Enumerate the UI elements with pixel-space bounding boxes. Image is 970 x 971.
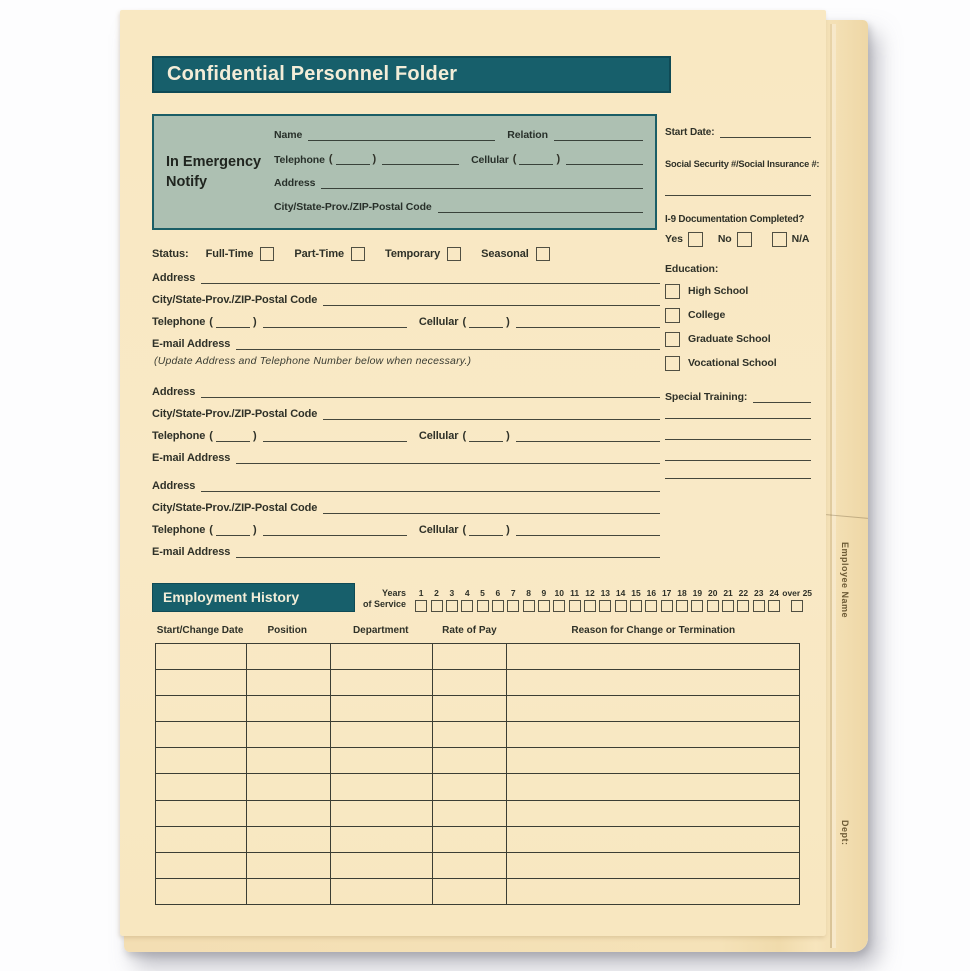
- table-cell[interactable]: [506, 801, 799, 826]
- years-number: 9: [541, 588, 547, 598]
- contact-email-label: E-mail Address: [152, 546, 231, 558]
- i9-yes-label: Yes: [665, 233, 683, 246]
- cellular-area-code-field[interactable]: [469, 440, 503, 442]
- years-number: 7: [510, 588, 516, 598]
- table-cell[interactable]: [330, 696, 433, 721]
- contact-block2-phone-row: [152, 424, 660, 442]
- contact-telephone-label: Telephone: [152, 316, 206, 328]
- years-checkbox[interactable]: [791, 600, 803, 612]
- telephone-field[interactable]: [263, 534, 407, 536]
- special-training-label: Special Training:: [665, 391, 748, 403]
- years-number: 22: [738, 588, 749, 598]
- table-cell[interactable]: [330, 644, 433, 669]
- table-cell[interactable]: [156, 696, 246, 721]
- contact-city-label: City/State-Prov./ZIP-Postal Code: [152, 408, 318, 420]
- emergency-box: [152, 114, 657, 230]
- contact-city-label: City/State-Prov./ZIP-Postal Code: [152, 502, 318, 514]
- years-number: 4: [464, 588, 470, 598]
- table-cell[interactable]: [330, 774, 433, 799]
- emergency-city-row: [274, 202, 643, 213]
- table-row: [156, 878, 799, 904]
- city-field[interactable]: [323, 512, 660, 514]
- emergency-name-field[interactable]: [308, 139, 495, 141]
- years-checkbox[interactable]: [661, 600, 673, 612]
- years-checkbox[interactable]: [645, 600, 657, 612]
- education-checkbox[interactable]: [665, 308, 680, 323]
- contact-block3-email-row: [152, 540, 660, 558]
- years-item: [506, 588, 520, 612]
- paren-close: ): [506, 430, 510, 442]
- years-number: 5: [480, 588, 485, 598]
- table-header: Department: [352, 625, 409, 636]
- telephone-area-code-field[interactable]: [216, 440, 250, 442]
- years-number: 3: [449, 588, 455, 598]
- years-checkbox[interactable]: [599, 600, 611, 612]
- table-cell[interactable]: [432, 801, 506, 826]
- years-number: 21: [723, 588, 733, 598]
- status-option: [206, 247, 275, 261]
- i9-options-row: [665, 232, 811, 247]
- status-options: [206, 247, 550, 261]
- contact-block1-city-row: [152, 288, 660, 306]
- years-number: 16: [646, 588, 657, 598]
- contact-block2-city-row: [152, 402, 660, 420]
- years-number: 6: [495, 588, 501, 598]
- contact-email-label: E-mail Address: [152, 338, 231, 350]
- years-checkbox[interactable]: [691, 600, 703, 612]
- table-cell[interactable]: [330, 801, 433, 826]
- contact-cellular-label: Cellular: [418, 430, 459, 442]
- status-option: [385, 247, 461, 261]
- special-training-line[interactable]: [665, 477, 811, 479]
- table-cell[interactable]: [156, 774, 246, 799]
- emergency-relation-field[interactable]: [554, 139, 643, 141]
- table-cell[interactable]: [432, 748, 506, 773]
- years-number: 8: [526, 588, 531, 598]
- contact-cellular-label: Cellular: [418, 524, 459, 536]
- table-cell[interactable]: [330, 670, 433, 695]
- start-date-field[interactable]: [720, 136, 811, 138]
- tab-employee-name-label: Employee Name: [840, 542, 850, 619]
- contact-block1-address-row: [152, 266, 660, 284]
- contact-address-label: Address: [152, 480, 196, 492]
- paren-close: ): [506, 524, 510, 536]
- years-checkbox[interactable]: [676, 600, 688, 612]
- city-field[interactable]: [323, 304, 660, 306]
- table-row: [156, 669, 799, 695]
- years-number: 19: [692, 588, 703, 598]
- table-header: Rate of Pay: [442, 625, 497, 636]
- years-item: [583, 588, 597, 612]
- table-row: [156, 773, 799, 799]
- education-option-label: College: [688, 309, 726, 322]
- status-option: [294, 247, 365, 261]
- table-row: [156, 747, 799, 773]
- contact-block2-email-row: [152, 446, 660, 464]
- status-label: Status:: [152, 247, 189, 260]
- special-training-line-row: [665, 417, 811, 419]
- education-option: [665, 356, 811, 371]
- paren-close: ): [252, 316, 257, 328]
- years-checkbox[interactable]: [415, 600, 427, 612]
- education-option-label: Vocational School: [688, 357, 777, 370]
- status-checkbox[interactable]: [351, 247, 365, 261]
- page-title: Confidential Personnel Folder: [152, 56, 671, 93]
- address-field[interactable]: [201, 490, 660, 492]
- years-checkbox[interactable]: [722, 600, 734, 612]
- table-header: Position: [267, 625, 307, 636]
- status-option-label: Temporary: [385, 247, 441, 260]
- table-cell[interactable]: [330, 827, 433, 852]
- table-cell[interactable]: [246, 722, 330, 747]
- table-cell[interactable]: [506, 670, 799, 695]
- table-cell[interactable]: [156, 644, 246, 669]
- table-cell[interactable]: [330, 853, 433, 878]
- front-sheet: [120, 10, 826, 936]
- emergency-area-code-field[interactable]: [336, 163, 370, 165]
- status-option-label: Part-Time: [294, 247, 345, 260]
- years-number: 14: [615, 588, 626, 598]
- contact-block3-city-row: [152, 496, 660, 514]
- years-label-line2: of Service: [362, 599, 406, 610]
- table-cell[interactable]: [506, 853, 799, 878]
- table-cell[interactable]: [246, 774, 330, 799]
- years-number: 15: [631, 588, 641, 598]
- table-cell[interactable]: [506, 774, 799, 799]
- ssn-label: Social Security #/Social Insurance #:: [665, 159, 820, 169]
- table-cell[interactable]: [156, 853, 246, 878]
- years-number: 13: [600, 588, 611, 598]
- years-item: [429, 588, 443, 612]
- education-row: [665, 264, 811, 275]
- i9-yes-checkbox[interactable]: [688, 232, 703, 247]
- paren-close: ): [506, 316, 510, 328]
- years-number: 24: [769, 588, 779, 598]
- special-training-line[interactable]: [665, 417, 811, 419]
- special-training-line-row: [665, 477, 811, 479]
- table-cell[interactable]: [156, 801, 246, 826]
- status-option-label: Full-Time: [205, 247, 254, 260]
- years-item: [460, 588, 474, 612]
- contact-email-label: E-mail Address: [152, 452, 231, 464]
- years-checkbox[interactable]: [768, 600, 780, 612]
- education-option: [665, 332, 811, 347]
- status-option: [481, 247, 550, 261]
- contact-block3-phone-row: [152, 518, 660, 536]
- years-item: [491, 588, 505, 612]
- years-checkbox[interactable]: [461, 600, 473, 612]
- paren-open: (: [462, 316, 467, 328]
- education-option: [665, 284, 811, 299]
- years-number: 1: [418, 588, 424, 598]
- years-label-line1: Years: [381, 588, 406, 598]
- contact-block1-phone-row: [152, 310, 660, 328]
- ssn-row: [665, 159, 820, 169]
- years-item: [706, 588, 720, 612]
- emergency-telephone-label: Telephone: [274, 153, 325, 166]
- years-number: over 25: [782, 588, 813, 598]
- years-number: 11: [570, 588, 580, 598]
- years-checkbox[interactable]: [569, 600, 581, 612]
- status-checkbox[interactable]: [260, 247, 274, 261]
- email-field[interactable]: [236, 348, 660, 350]
- emergency-address-field[interactable]: [321, 187, 643, 189]
- education-option: [665, 308, 811, 323]
- table-cell[interactable]: [432, 827, 506, 852]
- special-training-field[interactable]: [753, 401, 811, 403]
- special-training-line-row: [665, 438, 811, 440]
- education-checkbox[interactable]: [665, 284, 680, 299]
- email-field[interactable]: [236, 556, 660, 558]
- employment-table: [155, 643, 800, 905]
- years-checkbox[interactable]: [538, 600, 550, 612]
- years-item: [567, 588, 581, 612]
- i9-no-label: No: [717, 233, 732, 246]
- table-row: [156, 644, 799, 669]
- cellular-area-code-field[interactable]: [469, 534, 503, 536]
- cellular-field[interactable]: [516, 326, 660, 328]
- table-cell[interactable]: [432, 670, 506, 695]
- email-field[interactable]: [236, 462, 660, 464]
- table-cell[interactable]: [432, 644, 506, 669]
- years-checkbox[interactable]: [630, 600, 642, 612]
- special-training-line[interactable]: [665, 438, 811, 440]
- years-item: [552, 588, 566, 612]
- cellular-area-code-field[interactable]: [469, 326, 503, 328]
- education-checkbox[interactable]: [665, 356, 680, 371]
- address-field[interactable]: [201, 282, 660, 284]
- paren-close: ): [372, 153, 377, 165]
- table-header: Start/Change Date: [156, 625, 244, 636]
- table-header: Reason for Change or Termination: [571, 625, 736, 636]
- table-cell[interactable]: [246, 879, 330, 904]
- years-item: [521, 588, 535, 612]
- table-cell[interactable]: [506, 827, 799, 852]
- status-row: [152, 247, 660, 261]
- paren-close: ): [556, 153, 561, 165]
- table-cell[interactable]: [432, 879, 506, 904]
- table-cell[interactable]: [246, 696, 330, 721]
- years-item: [475, 588, 489, 612]
- table-cell[interactable]: [156, 670, 246, 695]
- contact-address-label: Address: [152, 272, 196, 284]
- paren-open: (: [462, 524, 467, 536]
- years-item: [613, 588, 627, 612]
- table-cell[interactable]: [330, 748, 433, 773]
- table-cell[interactable]: [506, 696, 799, 721]
- years-checkbox[interactable]: [753, 600, 765, 612]
- emergency-relation-label: Relation: [507, 129, 548, 141]
- table-cell[interactable]: [330, 722, 433, 747]
- emergency-heading: [166, 152, 272, 193]
- table-cell[interactable]: [432, 853, 506, 878]
- folder-tab-crease-highlight: [832, 24, 836, 948]
- years-item: [445, 588, 459, 612]
- table-cell[interactable]: [432, 696, 506, 721]
- emergency-phone-row: [274, 154, 643, 165]
- emergency-name-row: [274, 130, 643, 141]
- table-row: [156, 695, 799, 721]
- cellular-field[interactable]: [516, 534, 660, 536]
- paren-open: (: [209, 316, 213, 328]
- table-cell[interactable]: [246, 853, 330, 878]
- table-row: [156, 800, 799, 826]
- contact-city-label: City/State-Prov./ZIP-Postal Code: [152, 294, 318, 306]
- contact-address-label: Address: [152, 386, 196, 398]
- table-cell[interactable]: [246, 827, 330, 852]
- table-cell[interactable]: [432, 774, 506, 799]
- years-number: 2: [434, 588, 439, 598]
- table-cell[interactable]: [246, 801, 330, 826]
- paren-open: (: [328, 153, 333, 165]
- years-number: 10: [554, 588, 564, 598]
- i9-label: I-9 Documentation Completed?: [665, 214, 805, 225]
- emergency-heading-line2: Notify: [166, 174, 208, 191]
- status-checkbox[interactable]: [447, 247, 461, 261]
- years-number: 18: [677, 588, 687, 598]
- address-field[interactable]: [201, 396, 660, 398]
- paren-open: (: [512, 153, 517, 165]
- ssn-line-row: [665, 194, 811, 196]
- years-checkbox[interactable]: [615, 600, 627, 612]
- table-cell[interactable]: [432, 722, 506, 747]
- years-number: 17: [661, 588, 672, 598]
- years-checkbox[interactable]: [431, 600, 443, 612]
- education-checkbox[interactable]: [665, 332, 680, 347]
- years-item: [690, 588, 704, 612]
- i9-no-checkbox[interactable]: [737, 232, 752, 247]
- table-cell[interactable]: [156, 827, 246, 852]
- start-date-label: Start Date:: [665, 127, 715, 138]
- years-checkbox[interactable]: [584, 600, 596, 612]
- years-item: [767, 588, 781, 612]
- years-item: [660, 588, 674, 612]
- table-cell[interactable]: [330, 879, 433, 904]
- table-cell[interactable]: [246, 644, 330, 669]
- table-cell[interactable]: [506, 722, 799, 747]
- table-cell[interactable]: [506, 748, 799, 773]
- years-item: [629, 588, 643, 612]
- years-checkbox[interactable]: [737, 600, 749, 612]
- years-checkbox[interactable]: [492, 600, 504, 612]
- years-item: [537, 588, 551, 612]
- emergency-name-label: Name: [274, 129, 303, 141]
- emergency-heading-line1: In Emergency: [166, 154, 262, 170]
- years-of-service-label: [350, 588, 406, 611]
- i9-na-label: N/A: [791, 233, 810, 246]
- paren-open: (: [209, 430, 213, 442]
- table-cell[interactable]: [156, 748, 246, 773]
- emergency-cellular-field[interactable]: [566, 163, 643, 165]
- city-field[interactable]: [323, 418, 660, 420]
- years-item: [675, 588, 689, 612]
- years-checkbox[interactable]: [523, 600, 535, 612]
- employment-history-title: Employment History: [152, 583, 355, 612]
- years-item: [782, 588, 812, 612]
- contact-block2-address-row: [152, 380, 660, 398]
- emergency-address-label: Address: [274, 177, 316, 189]
- years-number: 23: [754, 588, 764, 598]
- special-training-row: [665, 392, 811, 403]
- paren-close: ): [252, 524, 257, 536]
- years-checkbox[interactable]: [477, 600, 489, 612]
- years-item: [644, 588, 658, 612]
- i9-na-checkbox[interactable]: [772, 232, 787, 247]
- years-grid: [414, 588, 812, 612]
- contact-cellular-label: Cellular: [418, 316, 459, 328]
- paren-close: ): [252, 430, 257, 442]
- contact-telephone-label: Telephone: [152, 430, 206, 442]
- years-item: [736, 588, 750, 612]
- emergency-cellular-label: Cellular: [471, 153, 509, 166]
- emergency-cell-area-code-field[interactable]: [519, 163, 553, 165]
- contact-block1-email-row: [152, 332, 660, 350]
- years-checkbox[interactable]: [707, 600, 719, 612]
- i9-row: [665, 215, 811, 225]
- table-cell[interactable]: [156, 722, 246, 747]
- years-checkbox[interactable]: [446, 600, 458, 612]
- education-option-label: High School: [688, 285, 749, 298]
- table-cell[interactable]: [246, 670, 330, 695]
- telephone-field[interactable]: [263, 440, 407, 442]
- special-training-line[interactable]: [665, 459, 811, 461]
- table-row: [156, 826, 799, 852]
- table-cell[interactable]: [246, 748, 330, 773]
- years-number: 12: [585, 588, 595, 598]
- ssn-field[interactable]: [665, 194, 811, 196]
- contact-telephone-label: Telephone: [152, 524, 206, 536]
- emergency-address-row: [274, 178, 643, 189]
- emergency-telephone-field[interactable]: [382, 163, 459, 165]
- status-checkbox[interactable]: [536, 247, 550, 261]
- education-option-label: Graduate School: [688, 333, 771, 346]
- cellular-field[interactable]: [516, 440, 660, 442]
- start-date-row: [665, 128, 811, 138]
- status-option-label: Seasonal: [481, 247, 529, 260]
- years-item: [598, 588, 612, 612]
- years-number: 20: [707, 588, 718, 598]
- paren-open: (: [209, 524, 213, 536]
- telephone-area-code-field[interactable]: [216, 326, 250, 328]
- years-checkbox[interactable]: [553, 600, 565, 612]
- years-item: [752, 588, 766, 612]
- employment-table-headers: [155, 625, 800, 636]
- table-cell[interactable]: [156, 879, 246, 904]
- education-label: Education:: [665, 263, 719, 275]
- table-row: [156, 852, 799, 878]
- emergency-city-label: City/State-Prov./ZIP-Postal Code: [274, 201, 432, 213]
- table-cell[interactable]: [506, 879, 799, 904]
- update-note: (Update Address and Telephone Number below when necessary.): [154, 355, 472, 367]
- years-item: [721, 588, 735, 612]
- contact-block3-address-row: [152, 474, 660, 492]
- paren-open: (: [462, 430, 467, 442]
- years-item: [414, 588, 428, 612]
- tab-dept-label: Dept:: [840, 820, 850, 846]
- emergency-city-field[interactable]: [438, 211, 643, 213]
- table-cell[interactable]: [506, 644, 799, 669]
- table-row: [156, 721, 799, 747]
- special-training-line-row: [665, 459, 811, 461]
- years-checkbox[interactable]: [507, 600, 519, 612]
- telephone-area-code-field[interactable]: [216, 534, 250, 536]
- telephone-field[interactable]: [263, 326, 407, 328]
